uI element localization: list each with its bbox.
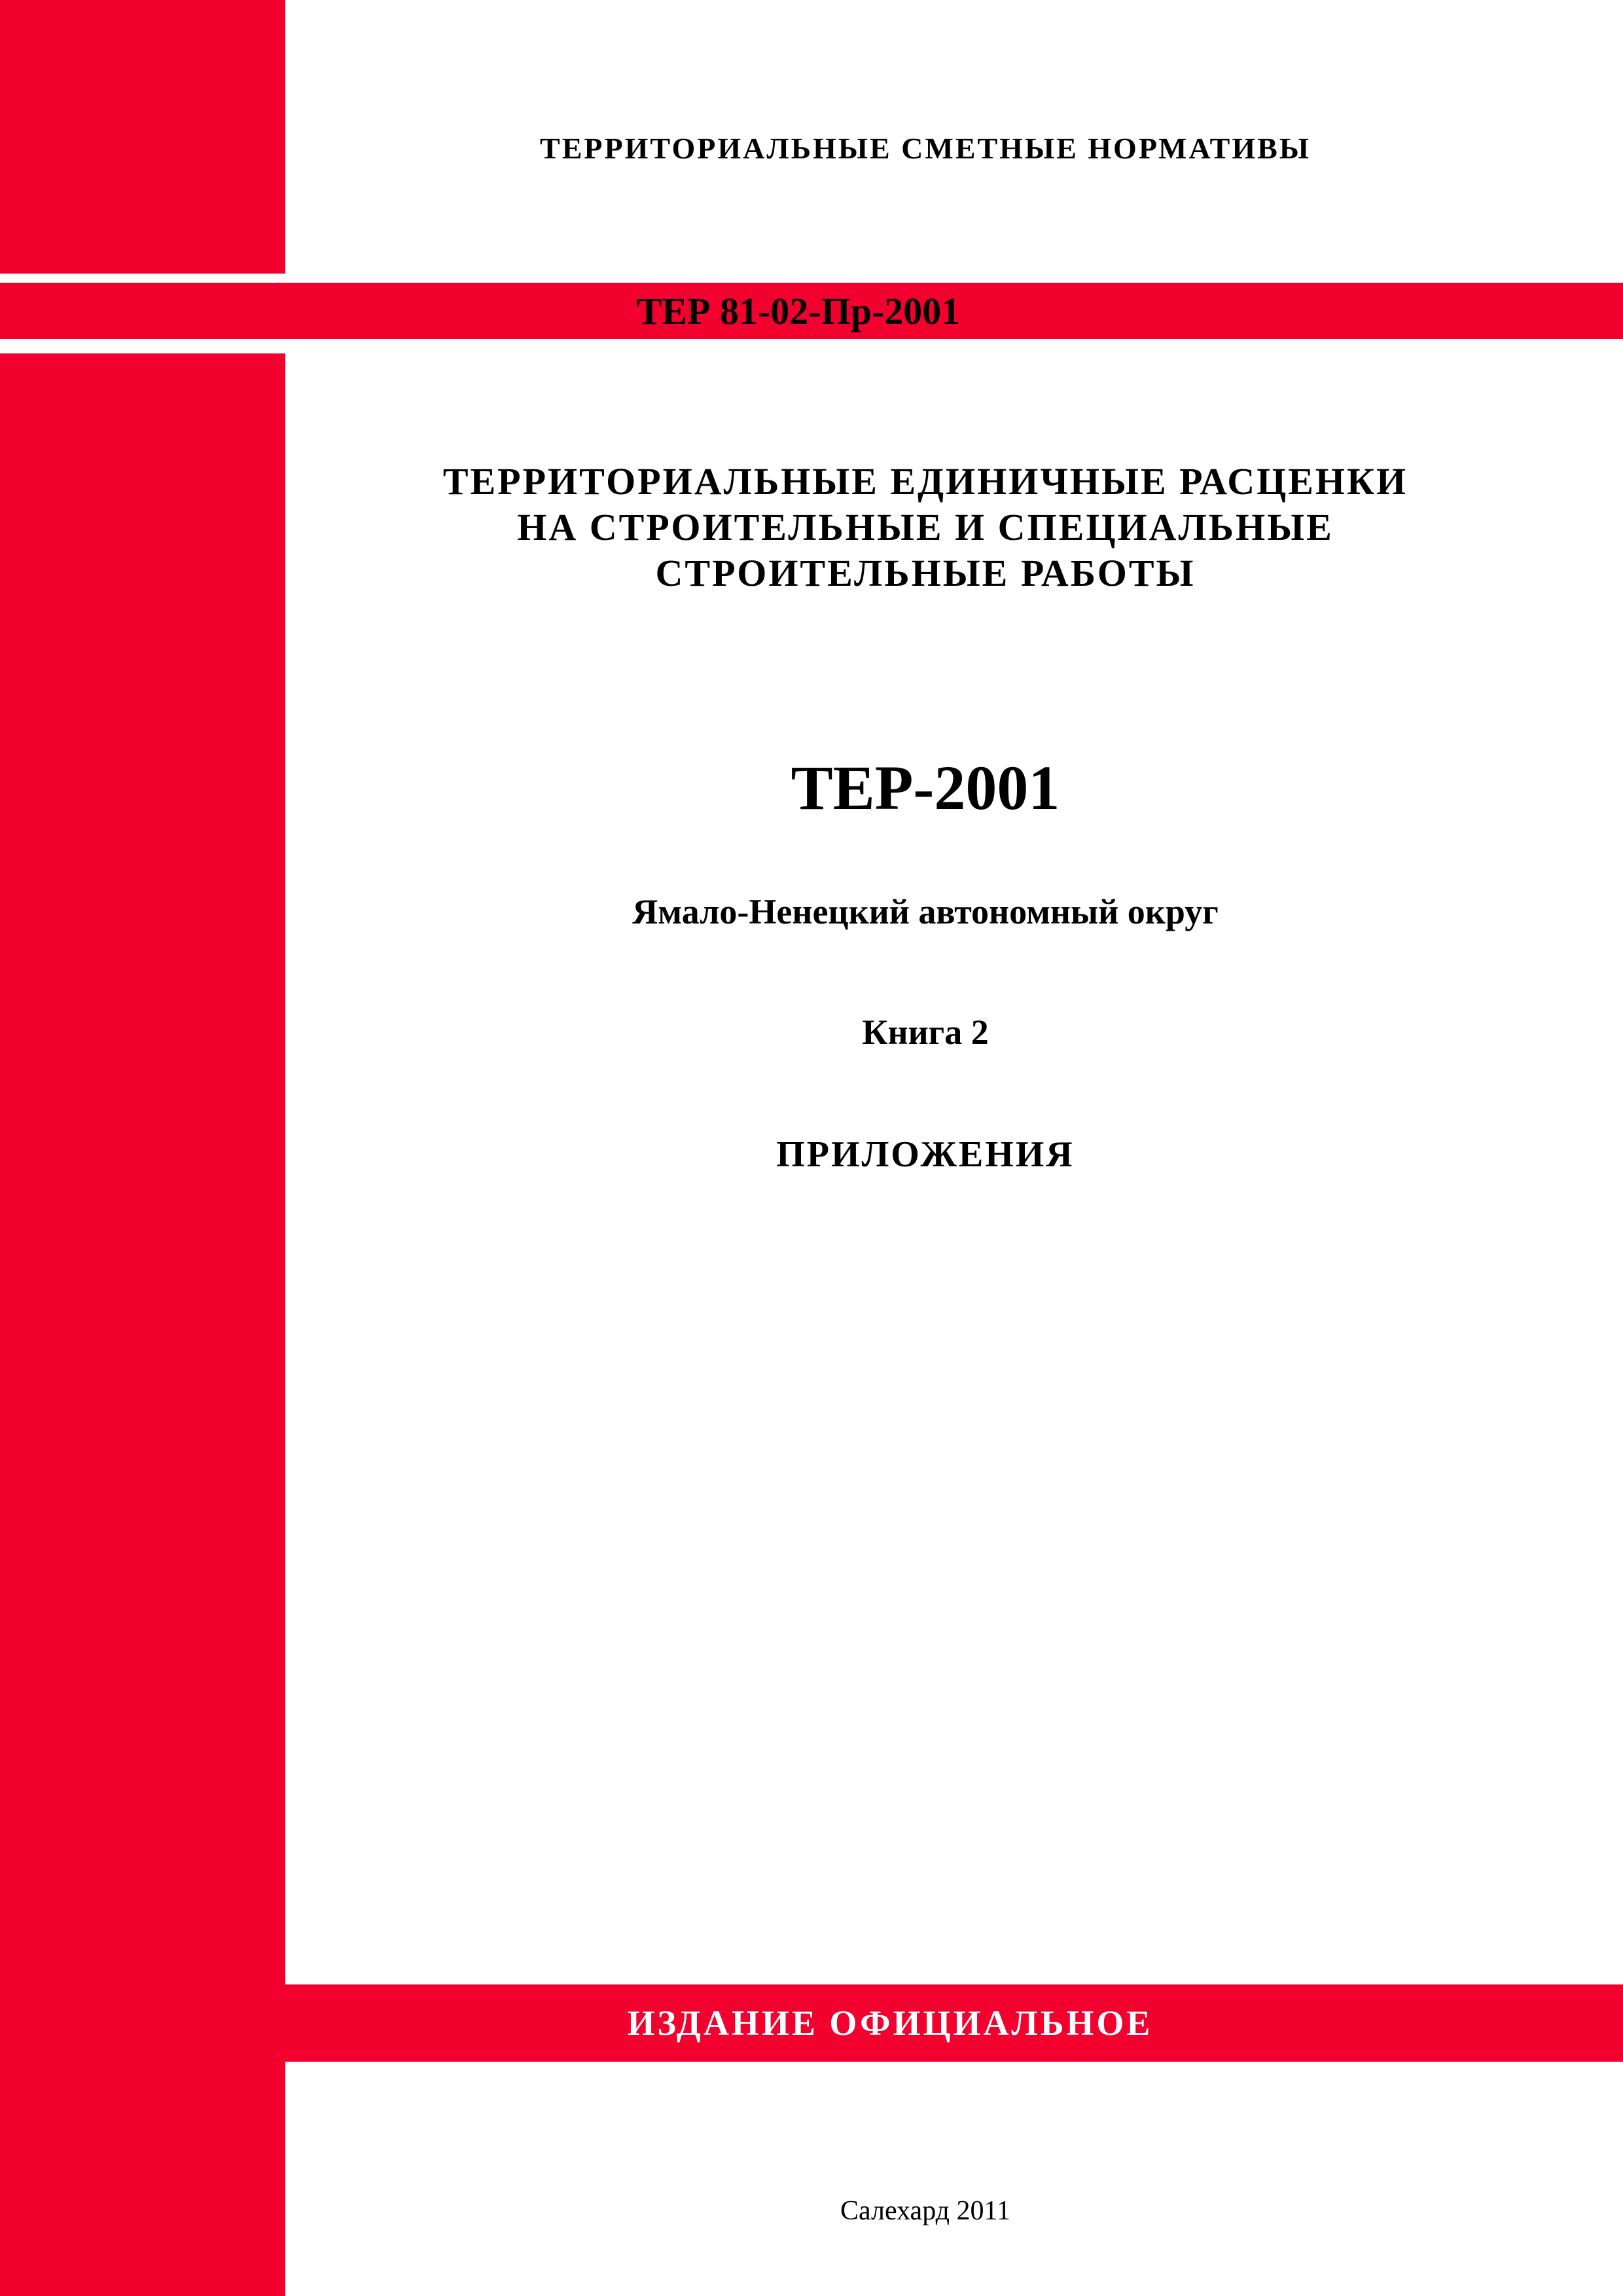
short-name: ТЕР-2001 (791, 753, 1060, 823)
document-code: ТЕР 81-02-Пр-2001 (636, 289, 961, 332)
title-line-1: ТЕРРИТОРИАЛЬНЫЕ ЕДИНИЧНЫЕ РАСЦЕНКИ (442, 460, 1408, 503)
imprint: Салехард 2011 (840, 2196, 1010, 2226)
left-red-block-top (0, 0, 285, 274)
title-line-2: НА СТРОИТЕЛЬНЫЕ И СПЕЦИАЛЬНЫЕ (517, 506, 1334, 548)
title-line-3: СТРОИТЕЛЬНЫЕ РАБОТЫ (655, 552, 1196, 594)
series-heading: ТЕРРИТОРИАЛЬНЫЕ СМЕТНЫЕ НОРМАТИВЫ (540, 132, 1311, 165)
part-title: ПРИЛОЖЕНИЯ (776, 1134, 1075, 1175)
edition-label: ИЗДАНИЕ ОФИЦИАЛЬНОЕ (627, 2003, 1153, 2043)
left-red-block-bottom (0, 2075, 285, 2296)
edition-band (0, 1984, 1623, 2062)
region: Ямало-Ненецкий автономный округ (632, 892, 1219, 931)
book-number: Книга 2 (862, 1013, 989, 1052)
left-red-block-middle (0, 353, 285, 2269)
code-band (0, 283, 1623, 339)
